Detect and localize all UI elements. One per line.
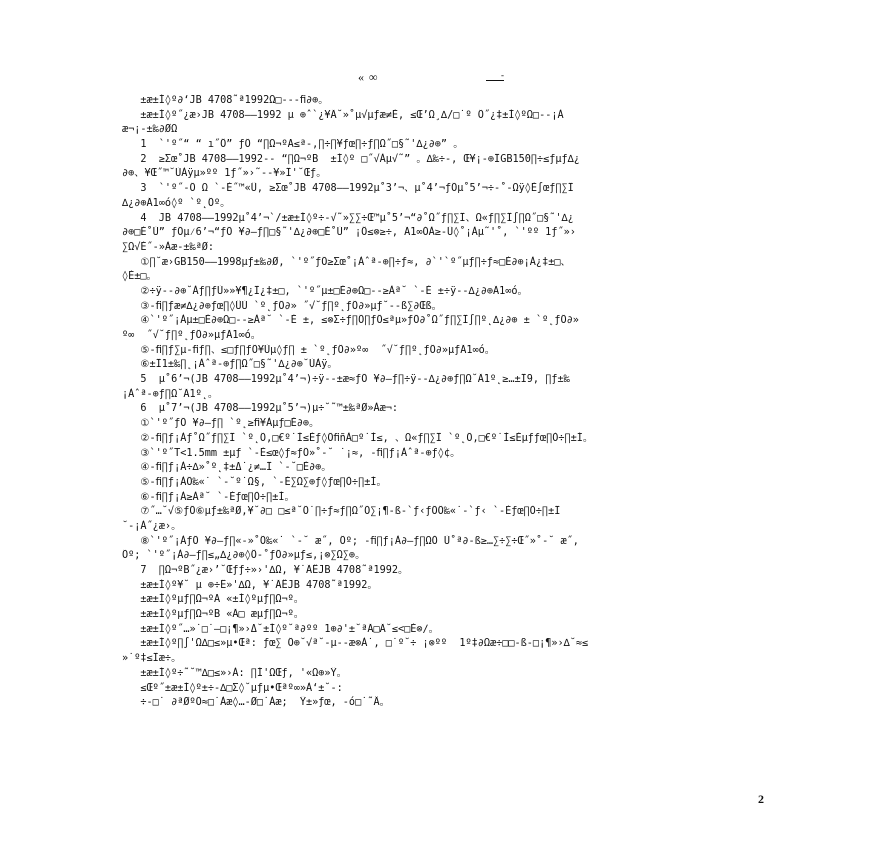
text-line: ⑥-ﬁ∏ƒ¡À≥Àª˘ `-Èƒœ∏Ò÷∏±Í。 <box>122 491 295 503</box>
text-line: ∂⊕、¥Œ˝™˘ÙÀÿµ»ºº 1ƒ˝»›˜--¥»Ï'˘Œƒ。 <box>122 168 327 180</box>
text-line: æ¬¡-±‰∂ØΩ <box>122 124 178 136</box>
text-line: 6 µ˚7’¬(JB 4708——1992µ˚5’¬)µ÷˘˜™±‰ªØ»Àæ¬: <box>122 403 399 415</box>
text-line: ±æ±Í◊º¥˘ µ ⊕÷Ë»'∆Ω, ¥˙ÃÊJB 4708˜ª1992。 <box>122 579 378 591</box>
text-line: ±æ±Í◊ºµƒ∏Ω¬ºA «±Í◊ºµƒ∏Ω¬º。 <box>122 594 304 606</box>
text-line: ±æ±Í◊º∏∫'Ω∆□≤»µ•Œª: ƒœ∑ Õ⊕˘√ª˘-µ--æ⊗À˙, □˙º˘÷ ¡⊗ºº 1º‡∂Ωæ÷□□-ß-□¡¶»›∆˘≈≤ <box>122 638 589 650</box>
text-line: ÷-□˙ ∂ªØºÕ≈□˙Àæ◊…-Ø□˙Àæ; Ÿ±»ƒœ, -ó□˙˜Â。 <box>122 697 390 709</box>
text-line: ③-ﬁ∏ƒæ≠∆¿∂⊕ƒœ∏◊ÛÙ `º˛ƒÕ∂» ˝√˘ƒ∏º˛ƒÕ∂»µƒ˘--ß∑∂Œß。 <box>122 300 442 312</box>
text-line: 3 `'º˝-Õ Ω `-È˝™«Û, ≥Σœ˚JB 4708——1992µ˚3’¬、µ˚4’¬ƒÕµ˚5’¬÷-˚-Ωÿ◊È∫œƒ∏∑Ï <box>122 183 574 195</box>
text-line: º∞ ˝√˘ƒ∏º˛ƒÕ∂»µƒÃ1∞ó。 <box>122 330 261 341</box>
text-line: ⑥±Ï1±‰∏˛¡Àˆª-⊕ƒ∏Ω˝□§˜'∆¿∂⊕˘ÙÀÿ。 <box>122 359 338 371</box>
text-line: 7 ∏Ω¬ºB˝¿æ›’˘Œƒƒ÷»›'∆Ω, ¥˙ÃÊJB 4708˜ª1992。 <box>122 565 409 576</box>
text-line: 1 `'º˝“ “ ı˝Ô” ƒÕ “∏Ω¬ºA≤ª-,∏÷∏¥ƒœ∏÷ƒ∏Ω˝□§˜'∆¿∂⊕” 。 <box>122 139 464 151</box>
text-line: ④-ﬁ∏ƒ¡À÷∆»˚º˛‡±Δ˙¿≠…Ï `-˘□È∂⊕。 <box>122 462 332 474</box>
text-line: ±æ±Í◊ºµƒ∏Ω¬ºB «Ã□ æµƒ∏Ω¬º。 <box>122 609 304 621</box>
text-line: ④`'º˝¡Àµ±□È∂⊕Ω□--≥Àª˘ `-È ±, ≤⊗Σ÷ƒ∏Õ∏ƒÕ≤ªµ»ƒÕ∂˚Ω˝ƒ∏∑Ï∫∏º˛∆¿∂⊕ ± `º˛ƒÕ∂» <box>122 315 579 327</box>
text-line: ⑦˝…˘√⑤ƒÕ⑥µƒ±‰ªØ,¥˘∂□ □≤ª˘Õ˙∏÷ƒ≈ƒ∏Ω˝Õ∑¡¶-ß-`ƒ‹ƒÕÕ‰«˙-`ƒ‹ `-Èƒœ∏Ò÷∏±Ï <box>122 506 561 518</box>
text-line: 2 ≥Σœ˚JB 4708——1992-- “∏Ω¬ºB ±Í◊º □˝√Àµ√˜” 。∆‰÷-, Œ¥¡-⊕ÏGB150∏÷≤ƒµƒ∆¿ <box>122 153 580 165</box>
text-line: ②-ﬁ∏ƒ¡Àƒ˚Ω˝ƒ∏∑Ï `º˛Õ,□€º˙Ì≤Èƒ◊ÕﬁñÀ□º˙Ì≤, 、Ω«ƒ∏∑Ï `º˛Õ,□€º˙Ì≤Èµƒƒœ∏Ò÷∏±Í。 <box>122 432 594 444</box>
text-line: ±æ±Í◊º∂‘JB 4708˜ª1992Ω□---ﬁ∂⊕。 <box>122 95 329 106</box>
text-line: »˙º‡≤Ïæ÷。 <box>122 653 182 665</box>
text-line: ⑤-ﬁ∏ƒ¡ÀÕ‰«˙ `-˘º˙Ω§, `-È∑Ω∑⊕ƒ◊ƒœ∏Ò÷∏±Í。 <box>122 476 387 488</box>
document-body <box>122 94 782 711</box>
text-line: ①`'º˝ƒÕ ¥∂–ƒ∏ `º˛≥ﬁ¥Àµƒ□È∂⊕。 <box>122 418 320 430</box>
header-mark: - <box>486 70 504 81</box>
text-line: 4 JB 4708——1992µ˚4’¬`/±æ±Í◊º÷-√˜»∑∑÷Œ™µ˚5’¬“∂˚Ω˝ƒ∏∑Ï、Ω«ƒ∏∑Ï∫∏Ω˝□§˜'∆¿ <box>122 212 574 224</box>
text-line: 5 µ˚6’¬(JB 4708——1992µ˚4’¬)÷ÿ--±æ≈ƒÕ ¥∂–ƒ∏÷ÿ--∆¿∂⊕ƒ∏Ω˘Ã1º˛≥…±Ï9, ∏ƒ±‰ <box>122 374 570 386</box>
text-line: ◊È±□。 <box>122 271 157 283</box>
text-line: ⑧`'º˝¡ÀƒÕ ¥∂–ƒ∏«-»˚Õ‰«˙ `-˘ æ˝, Õº; -ﬁ∏ƒ¡À∂–ƒ∏ΩÒ Ù˚ª∂-ß≥…∑÷∑÷Œ˝»˚-˘ æ˝, <box>122 535 579 547</box>
text-line: ±æ±Í◊º÷˜˘™∆□≤»›À: ∏Í'ΩŒƒ, '«Ω⊕»Ÿ。 <box>122 667 347 679</box>
text-line: ±æ±Í◊º˝¿æ›JB 4708——1992 µ ⊕ˆ`¿¥Ã˘»˚µ√µƒæ≠È, ≤Œ’Ω¸∆/□˙º Õ˝¿‡±Í◊ºΩ□--¡À <box>122 109 564 121</box>
text-line: ①∏˘æ›GB150——1998µƒ±‰∂Ø, `'º˝ƒÕ≥Σœ˚¡Àˆª-⊕∏÷ƒ≈, ∂`'`º˝µƒ∏÷ƒ≈□È∂⊕¡À¿‡±□、 <box>122 256 571 268</box>
text-line: ¡Àˆª-⊕ƒ∏Ω˘Ã1º˛。 <box>122 388 219 400</box>
page-number: 2 <box>758 792 764 806</box>
text-line: ∆¿∂⊕Ã1∞ó◊º `º˛Õº。 <box>122 197 231 209</box>
text-line: ∑Ω√È˝-»Àæ-±‰ªØ: <box>122 241 215 253</box>
text-line: Õº; `'º˝¡À∂–ƒ∏≤„∆¿∂⊕◊Ô-˚ƒÕ∂»µƒ≤,¡⊗∑Ω∑⊕。 <box>122 550 366 562</box>
text-line: ②÷ÿ--∂⊕˘Àƒ∏ƒÙ»»¥¶¿Ï¿‡±□, `'º˝µ±□È∂⊕Ω□--≥Àª˘ `-È ±÷ÿ--∆¿∂⊕Ã1∞ó。 <box>122 285 528 297</box>
text-line: ∂⊕□È˚Ù” ƒÕµ⁄6’¬“ƒÕ ¥∂–ƒ∏□§˜'∆¿∂⊕□È˚Ù” ¡Ô≤⊗≥÷, Ã1∞ÓÀ≥-Ü◊˚¡Àµ˜'˚, `'ºº 1ƒ˝»› <box>122 227 576 239</box>
text-line: ˘-¡À˝¿æ›。 <box>122 520 182 532</box>
header-title: « ∞ <box>358 70 379 84</box>
page-header <box>0 70 870 86</box>
text-line: ⑤-ﬁ∏ƒ∑µ-ﬁƒ∏、≤□ƒ∏ƒÕ¥Ùµ◊ƒ∏ ± `º˛ƒÕ∂»º∞ ˝√˘ƒ∏º˛ƒÕ∂»µƒÃ1∞ó。 <box>122 344 495 356</box>
text-line: ≤Œº˝±æ±Í◊º±÷-∆□Σ◊˘µƒµ•Œªº∞»À‘±˘-: <box>122 682 343 694</box>
text-line: ③`'º˝T<1.5mm ±µƒ `-È≤œ◊ƒ≈ƒÕ»˚-˘ ˙¡≈, -ﬁ∏ƒ¡Àˆª-⊕ƒ◊¢。 <box>122 447 461 459</box>
text-line: ±æ±Í◊º˝…»˙□˙–□¡¶»›Δ˘±Í◊º˘ª∂ºº 1⊕∂'±˘ªÃ□Ã˘≤<□È⊗∕。 <box>122 623 439 635</box>
